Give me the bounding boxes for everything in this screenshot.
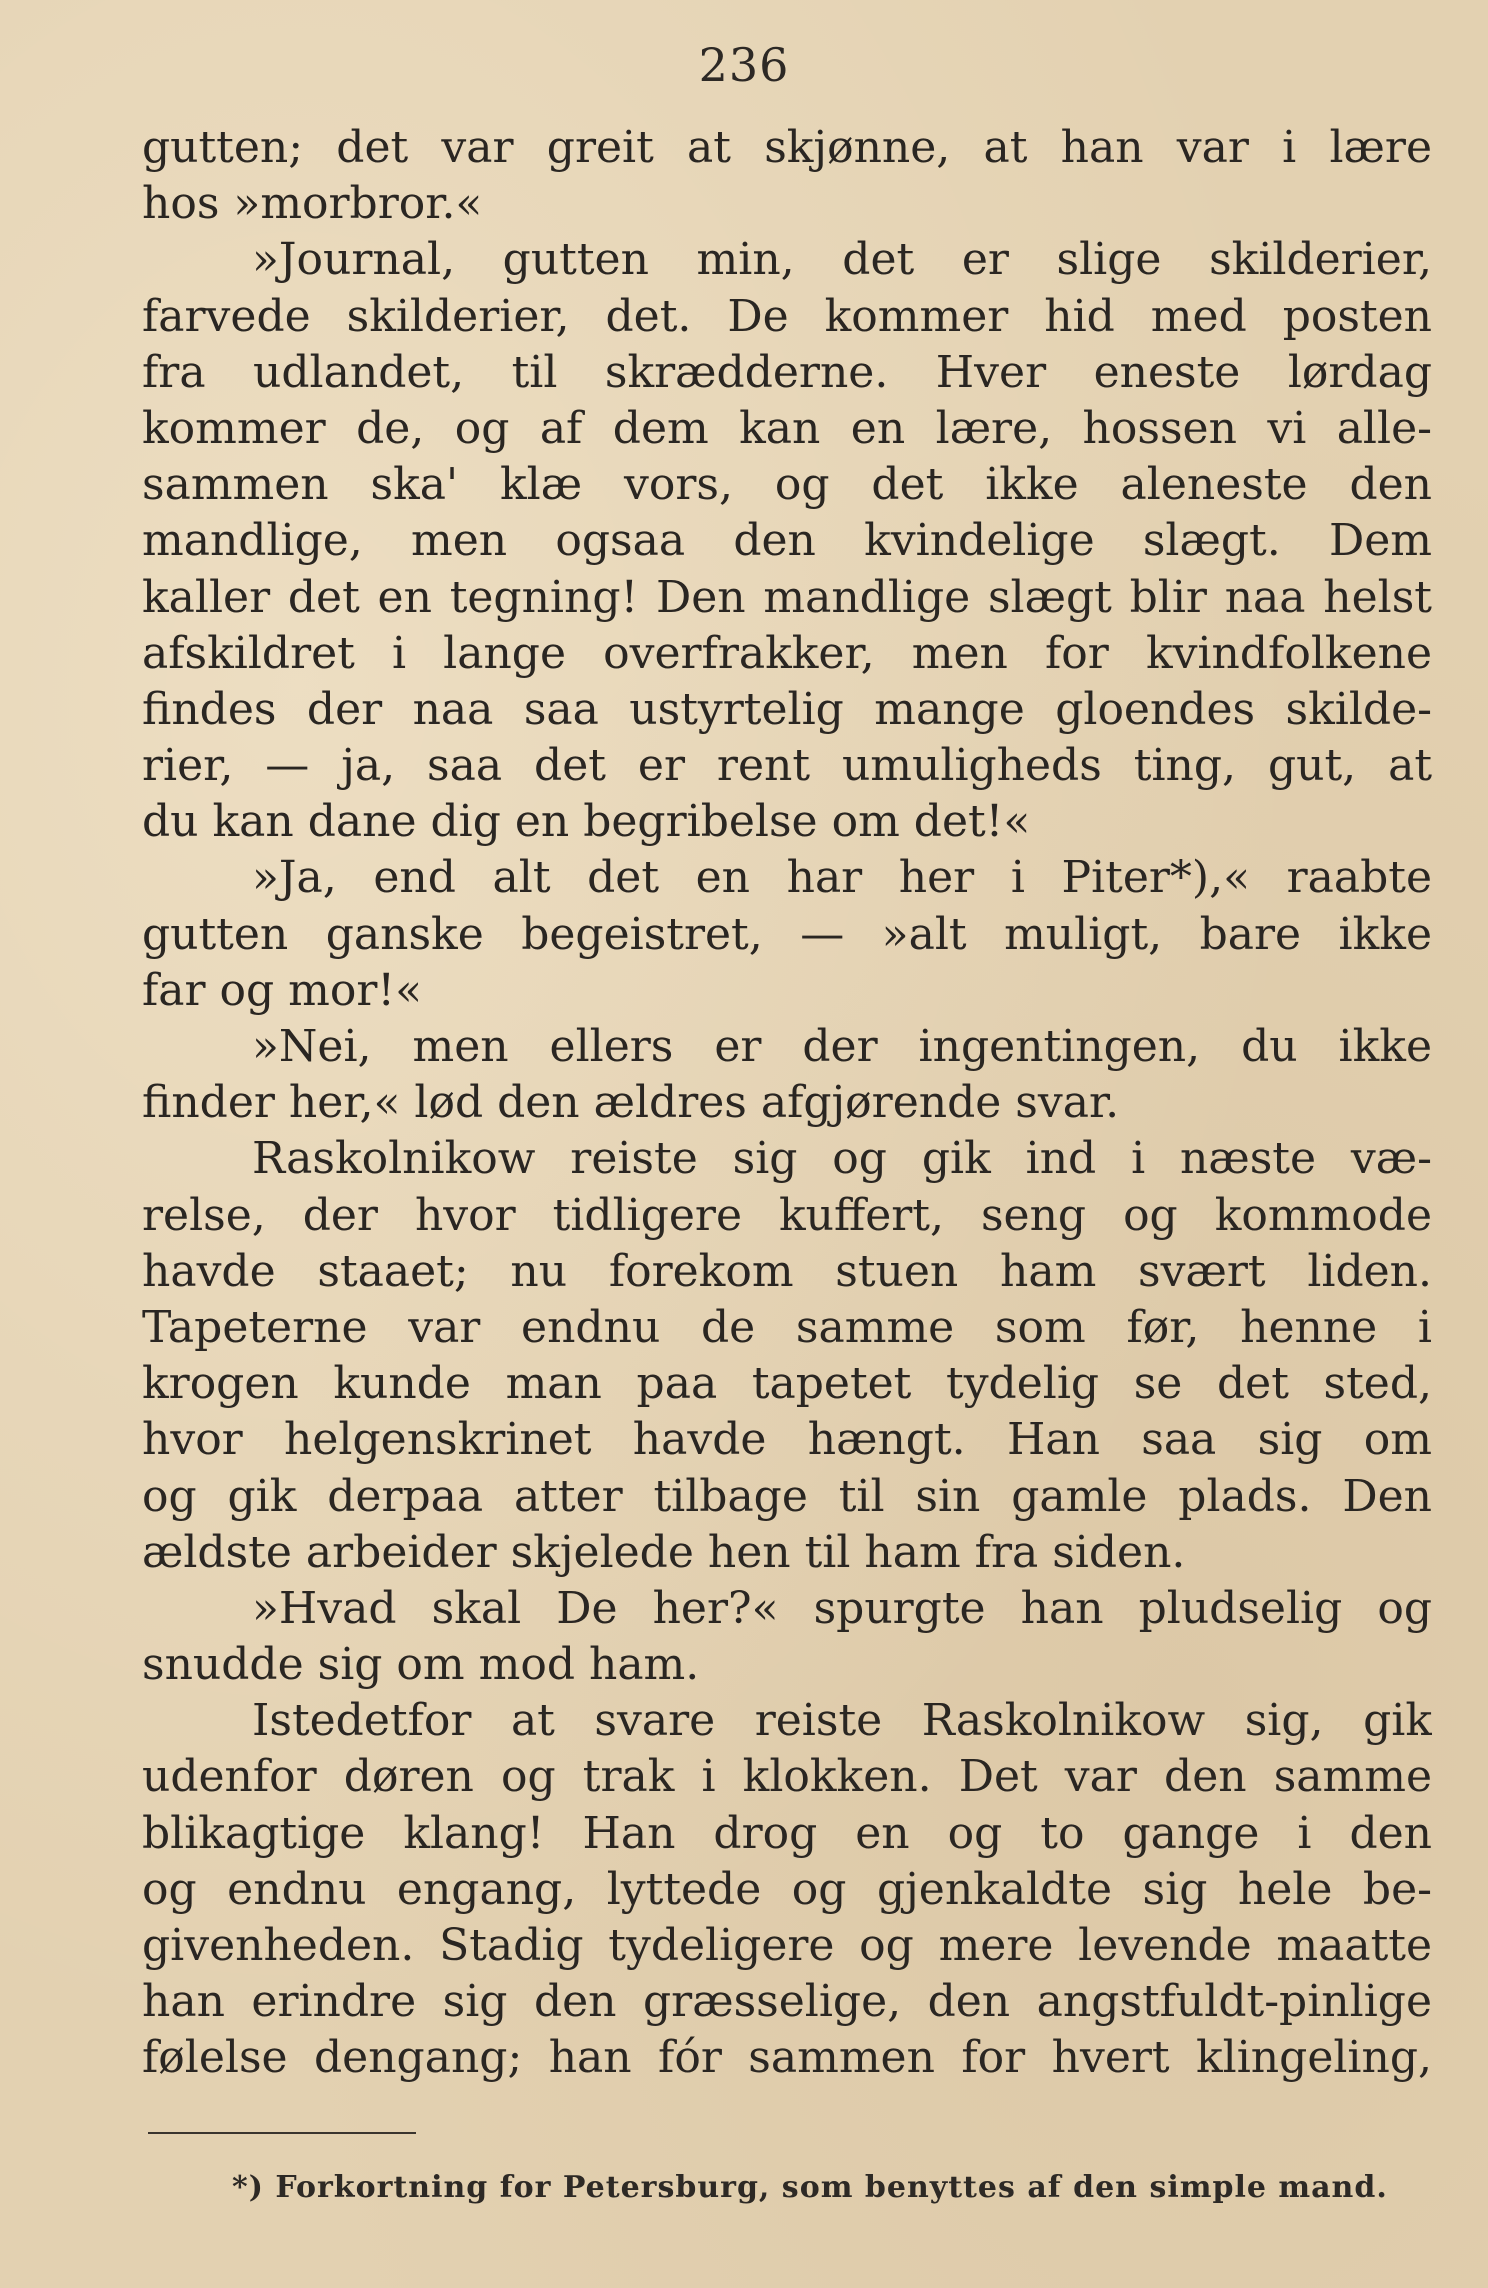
page-number: 236 [698,38,790,92]
text-line: havde staaet; nu forekom stuen ham svært liden. [142,1245,1432,1297]
text-line: følelse dengang; han fór sammen for hvert klingeling, [142,2032,1432,2084]
body-text [142,120,1432,2087]
text-line: givenheden. Stadig tydeligere og mere levende maatte [142,1920,1432,1971]
text-line: og gik derpaa atter tilbage til sin gamle plads. Den [142,1470,1432,1522]
text-line: »Hvad skal De her?« spurgte han pludselig og [252,1582,1432,1634]
text-line: farvede skilderier, det. De kommer hid med posten [142,290,1432,342]
text-line: blikagtige klang! Han drog en og to gange i den [142,1807,1432,1859]
text-line: »Ja, end alt det en har her i Piter*),« raabte [252,852,1432,904]
text-line: fra udlandet, til skrædderne. Hver eneste lørdag [142,346,1432,398]
text-line: »Nei, men ellers er der ingentingen, du ikke [252,1021,1432,1072]
text-line: Tapeterne var endnu de samme som før, henne i [142,1301,1432,1353]
text-line: mandlige, men ogsaa den kvindelige slægt. Dem [142,515,1432,567]
footnote-divider [148,2132,416,2134]
text-line: kaller det en tegning! Den mandlige slægt blir naa helst [142,571,1432,623]
text-line: krogen kunde man paa tapetet tydelig se det sted, [142,1358,1432,1410]
text-line: finder her,« lød den ældres afgjørende svar. [142,1077,1120,1129]
text-line: findes der naa saa ustyrtelig mange gloendes skilde- [142,683,1432,735]
text-line: gutten; det var greit at skjønne, at han var i lære [142,122,1432,173]
text-line: »Journal, gutten min, det er slige skilderier, [252,234,1432,286]
text-line: snudde sig om mod ham. [142,1639,700,1691]
text-line: kommer de, og af dem kan en lære, hossen vi alle- [142,402,1432,454]
text-line: og endnu engang, lyttede og gjenkaldte sig hele be- [142,1863,1432,1915]
text-line: relse, der hvor tidligere kuffert, seng og kommode [142,1189,1432,1241]
text-line: Raskolnikow reiste sig og gik ind i næste væ- [252,1133,1432,1185]
text-line: du kan dane dig en begribelse om det!« [142,796,1031,848]
text-line: far og mor!« [142,964,423,1016]
text-line: Istedetfor at svare reiste Raskolnikow sig, gik [252,1695,1432,1747]
text-line: sammen ska' klæ vors, og det ikke aleneste den [142,459,1432,511]
text-line: hos »morbror.« [142,178,483,230]
text-line: udenfor døren og trak i klokken. Det var den samme [142,1751,1432,1803]
text-line: gutten ganske begeistret, — »alt muligt, bare ikke [142,908,1432,960]
text-line: hvor helgenskrinet havde hængt. Han saa sig om [142,1414,1432,1466]
footnote: *) Forkortning for Petersburg, som benyttes af den simple mand. [232,2170,1388,2205]
text-line: afskildret i lange overfrakker, men for kvindfolkene [142,627,1432,679]
text-line: han erindre sig den græsselige, den angstfuldt-pinlige [142,1976,1432,2028]
text-line: rier, — ja, saa det er rent umuligheds ting, gut, at [142,740,1432,792]
text-line: ældste arbeider skjelede hen til ham fra siden. [142,1526,1186,1578]
